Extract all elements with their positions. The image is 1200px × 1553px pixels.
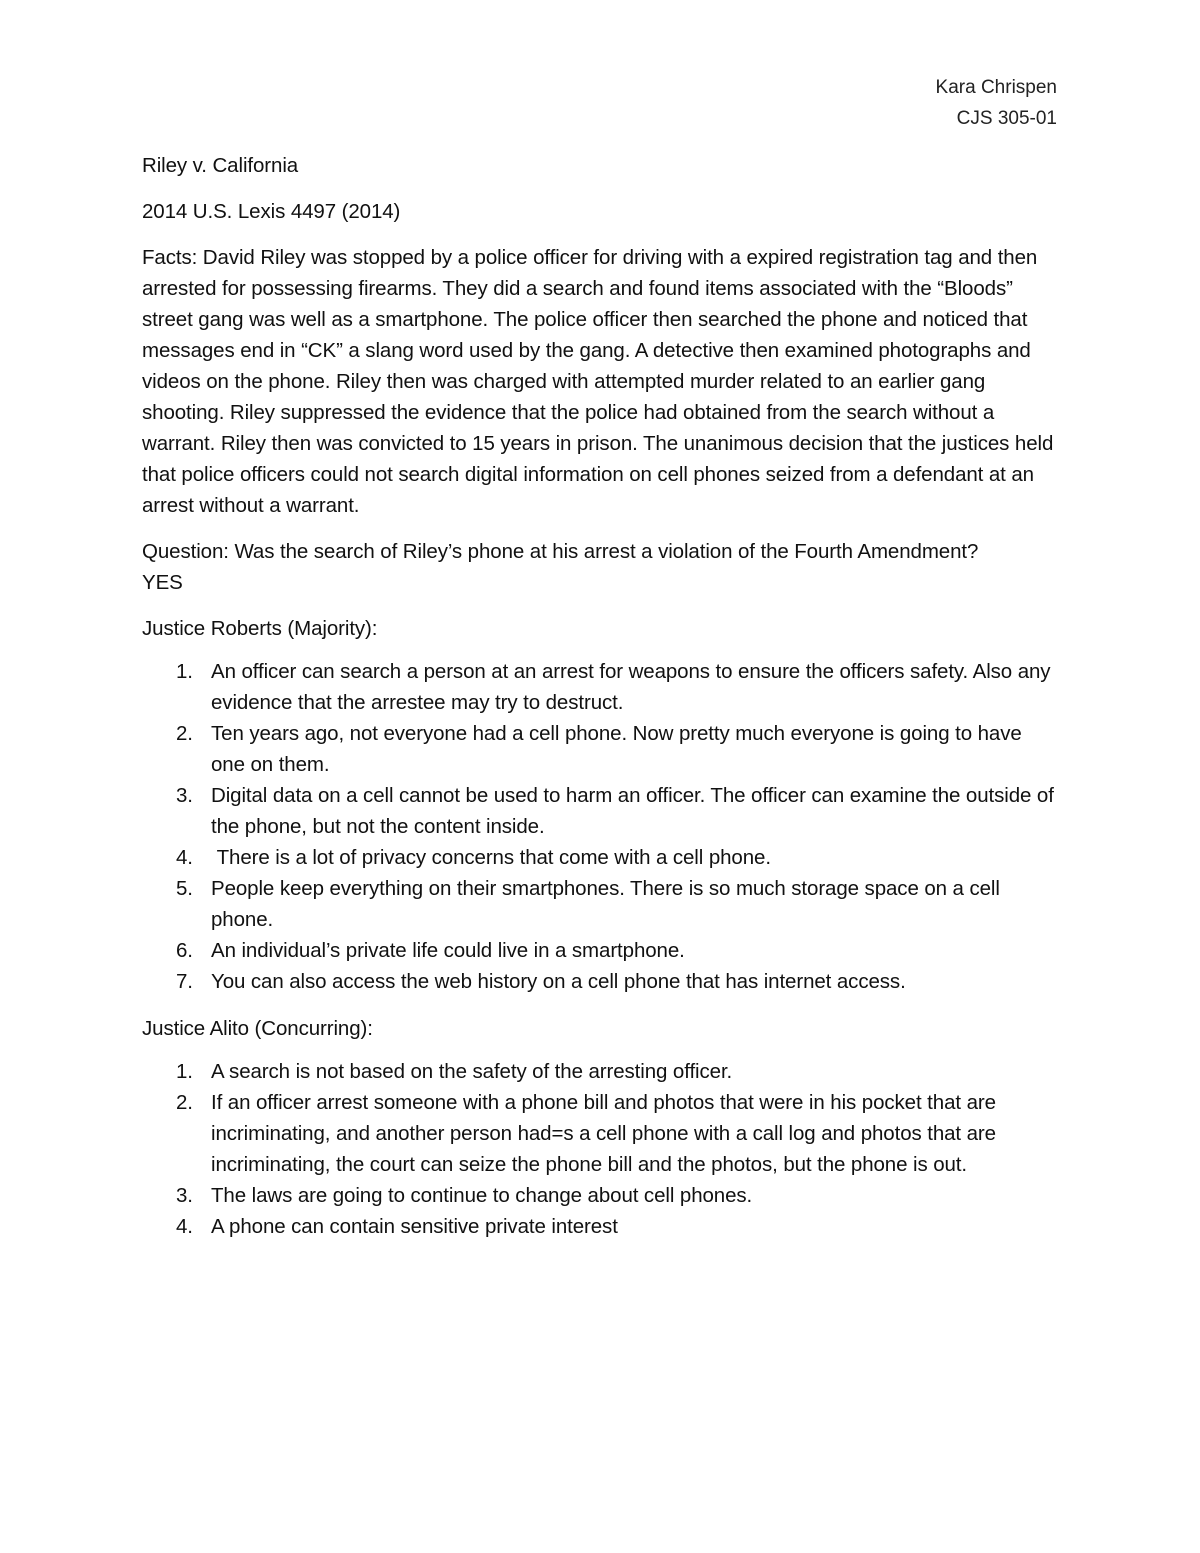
list-item-text: People keep everything on their smartphones. There is so much storage space on a cell phone.	[211, 877, 1000, 931]
concurring-heading: Justice Alito (Concurring):	[142, 1017, 373, 1040]
list-number: 4.	[176, 1215, 193, 1238]
majority-heading: Justice Roberts (Majority):	[142, 617, 378, 640]
list-item	[142, 780, 1060, 842]
majority-list	[142, 656, 1060, 997]
list-item-text: You can also access the web history on a cell phone that has internet access.	[211, 970, 906, 993]
concurring-list	[142, 1056, 1060, 1242]
list-number: 6.	[176, 939, 193, 962]
list-number: 2.	[176, 1091, 193, 1114]
document-body	[142, 150, 1060, 1258]
list-item-text: A phone can contain sensitive private interest	[211, 1215, 618, 1238]
list-item	[142, 873, 1060, 935]
list-item-text: A search is not based on the safety of the arresting officer.	[211, 1060, 733, 1083]
case-facts: Facts: David Riley was stopped by a police officer for driving with a expired registration tag and then arrested for possessing firearms. They did a search and found items associated with the “Bloods” street gang was well as a smartphone. The police officer then searched the phone and noticed that messages end in “CK” a slang word used by the gang. A detective then examined photographs and videos on the phone. Riley then was charged with attempted murder related to an earlier gang shooting. Riley suppressed the evidence that the police had obtained from the search without a warrant. Riley then was convicted to 15 years in prison. The unanimous decision that the justices held that police officers could not search digital information on cell phones seized from a defendant at an arrest without a warrant.	[142, 246, 1054, 517]
list-item-text: An officer can search a person at an arrest for weapons to ensure the officers safety. Also any evidence that the arrestee may try to destruct.	[211, 660, 1051, 714]
list-number: 3.	[176, 784, 193, 807]
list-item	[142, 1087, 1060, 1180]
list-item-text: Ten years ago, not everyone had a cell phone. Now pretty much everyone is going to have one on them.	[211, 722, 1022, 776]
list-item	[142, 935, 1060, 966]
author-name: Kara Chrispen	[935, 77, 1057, 98]
list-number: 2.	[176, 722, 193, 745]
list-number: 4.	[176, 846, 193, 869]
list-item	[142, 656, 1060, 718]
list-item	[142, 842, 1060, 873]
list-item	[142, 718, 1060, 780]
list-item	[142, 1180, 1060, 1211]
list-number: 3.	[176, 1184, 193, 1207]
case-title: Riley v. California	[142, 154, 299, 177]
case-citation: 2014 U.S. Lexis 4497 (2014)	[142, 200, 401, 223]
list-item-text: There is a lot of privacy concerns that come with a cell phone.	[211, 846, 771, 869]
list-item-text: The laws are going to continue to change about cell phones.	[211, 1184, 753, 1207]
list-item-text: Digital data on a cell cannot be used to harm an officer. The officer can examine the outside of the phone, but not the content inside.	[211, 784, 1054, 838]
list-item	[142, 1211, 1060, 1242]
list-item-text: If an officer arrest someone with a phone bill and photos that were in his pocket that are incriminating, and another person had=s a cell phone with a call log and photos that are incriminating, the court can seize the phone bill and the photos, but the phone is out.	[211, 1091, 996, 1176]
list-number: 7.	[176, 970, 193, 993]
list-number: 5.	[176, 877, 193, 900]
list-number: 1.	[176, 660, 193, 683]
list-item	[142, 966, 1060, 997]
case-question: Question: Was the search of Riley’s phone at his arrest a violation of the Fourth Amendment?	[142, 540, 979, 563]
page-header	[936, 72, 1057, 134]
course-code: CJS 305-01	[956, 108, 1057, 129]
list-item-text: An individual’s private life could live in a smartphone.	[211, 939, 685, 962]
list-number: 1.	[176, 1060, 193, 1083]
case-question-block	[142, 536, 1060, 598]
case-answer: YES	[142, 571, 183, 594]
list-item	[142, 1056, 1060, 1087]
